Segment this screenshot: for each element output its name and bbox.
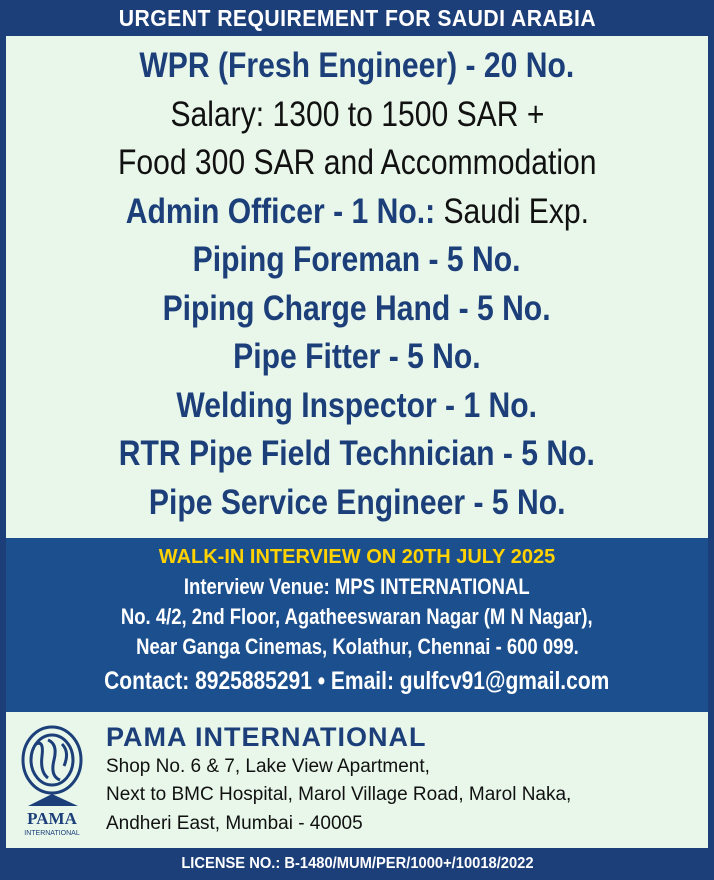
job-wpr <box>104 42 610 91</box>
job-pipe-fitter <box>213 333 501 382</box>
company-address-2: Next to BMC Hospital, Marol Village Road, Marol Naka, <box>106 784 572 805</box>
logo-subtext: INTERNATIONAL <box>24 830 80 837</box>
venue-address-1 <box>76 602 638 632</box>
admin-note: Saudi Exp. <box>434 191 589 231</box>
pama-logo-icon <box>18 722 90 842</box>
job-welding-inspector <box>147 382 566 431</box>
interview-panel <box>6 538 708 712</box>
venue-address-2-text: Near Ganga Cinemas, Kolathur, Chennai - 600 099. <box>135 634 579 659</box>
venue-address-2 <box>94 632 621 662</box>
venue-line <box>151 572 563 602</box>
inspector-text: Welding Inspector - 1 No. <box>176 385 538 425</box>
job-charge-hand <box>131 285 582 334</box>
fitter-text: Pipe Fitter - 5 No. <box>233 337 481 376</box>
contact-line <box>56 664 657 698</box>
banner-title: URGENT REQUIREMENT FOR SAUDI ARABIA <box>118 4 596 31</box>
job-admin-officer <box>88 188 627 237</box>
job-piping-foreman <box>166 236 547 285</box>
job-wpr-text: WPR (Fresh Engineer) - 20 No. <box>139 46 575 85</box>
food-text: Food 300 SAR and Accommodation <box>117 143 597 182</box>
service-text: Pipe Service Engineer - 5 No. <box>148 482 566 522</box>
venue-text: Interview Venue: MPS INTERNATIONAL <box>184 574 530 599</box>
contact-text: Contact: 8925885291 • Email: gulfcv91@gmail.com <box>104 667 610 695</box>
company-block <box>6 712 708 848</box>
foreman-text: Piping Foreman - 5 No. <box>193 240 521 279</box>
salary-line <box>140 91 575 140</box>
walkin-text: WALK-IN INTERVIEW ON 20TH JULY 2025 <box>158 546 556 568</box>
top-banner <box>6 0 708 36</box>
walkin-heading <box>159 542 555 572</box>
company-name: PAMA INTERNATIONAL <box>106 722 427 752</box>
venue-address-1-text: No. 4/2, 2nd Floor, Agatheeswaran Nagar (M N Nagar), <box>121 604 593 629</box>
license-bar <box>6 848 708 880</box>
admin-title: Admin Officer - 1 No.: <box>125 191 435 231</box>
license-text: LICENSE NO.: B-1480/MUM/PER/1000+/10018/2022 <box>180 855 534 872</box>
rtr-text: RTR Pipe Field Technician - 5 No. <box>118 434 596 473</box>
job-rtr-technician <box>80 430 634 479</box>
company-address-3: Andheri East, Mumbai - 40005 <box>106 813 363 834</box>
logo-text: PAMA <box>27 809 77 828</box>
salary-text: Salary: 1300 to 1500 SAR + <box>170 94 544 134</box>
food-line <box>79 139 635 188</box>
company-address-1: Shop No. 6 & 7, Lake View Apartment, <box>106 756 430 777</box>
charge-hand-text: Piping Charge Hand - 5 No. <box>163 288 551 328</box>
job-service-engineer <box>115 479 599 528</box>
job-list <box>6 36 708 536</box>
